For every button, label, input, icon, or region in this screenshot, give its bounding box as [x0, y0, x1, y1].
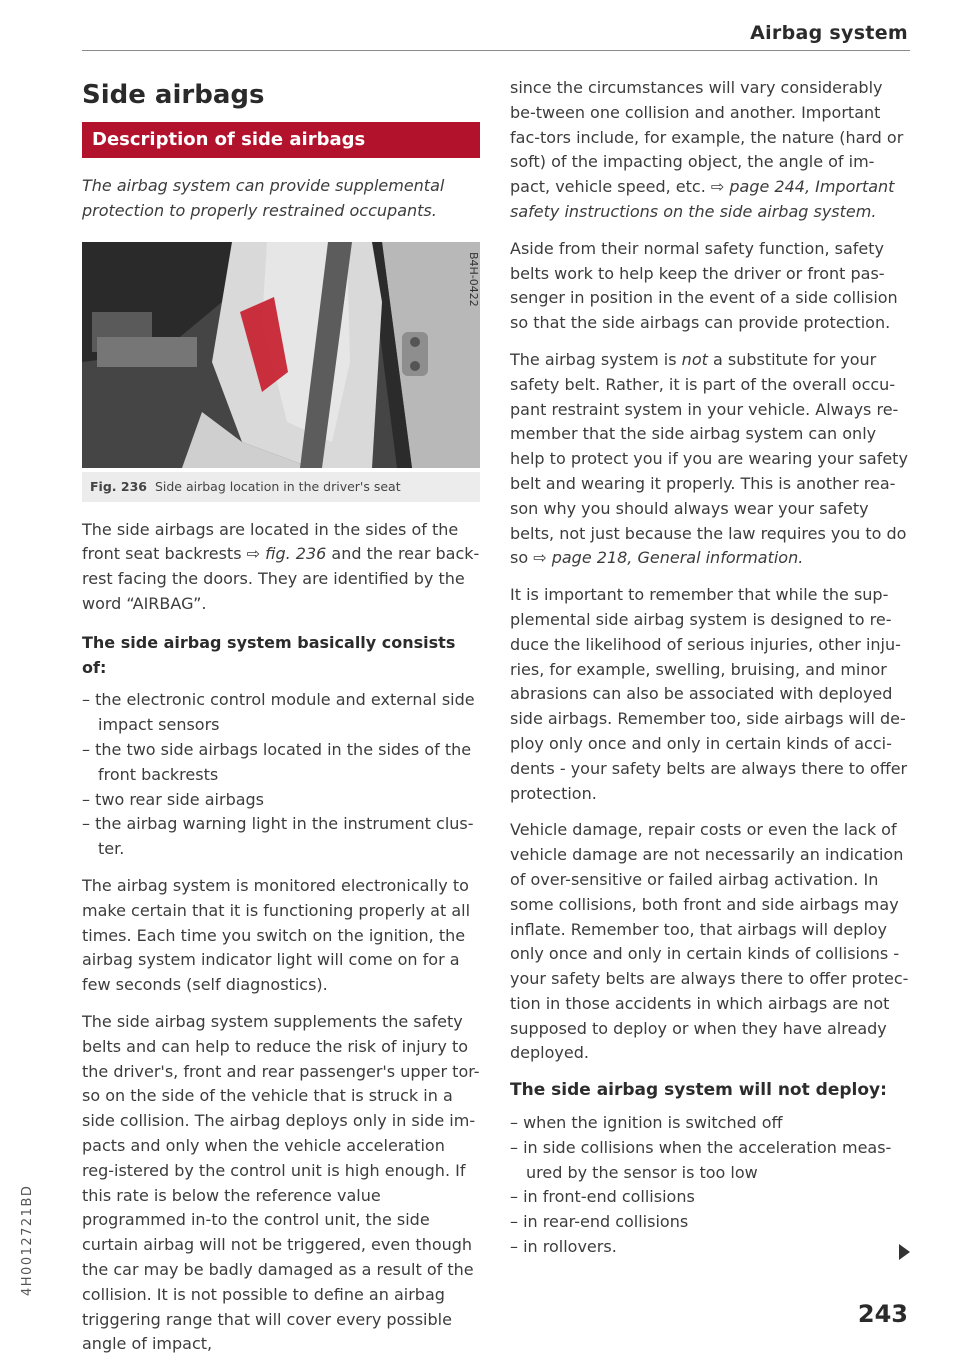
consists-list	[82, 688, 480, 862]
figure-caption-text: Side airbag location in the driver's seat	[154, 478, 401, 494]
consists-heading: The side airbag system basically consists of:	[82, 632, 456, 677]
substitute-text-b: a substitute for your safety belt. Rather, it is part of the overall occu-pant restraint system in your vehicle. Always re-member that the side airbag system can only help to protect you if you are wearing your safety belt and wearing it properly. This is another rea-son why you should always wear your safety belts, not just because the law requires you to do so	[510, 349, 908, 568]
list-item: – two rear side airbags	[82, 788, 480, 813]
subsection-banner: Description of side airbags	[82, 122, 480, 158]
list-item: – when the ignition is switched off	[510, 1111, 910, 1136]
list-item: – in front-end collisions	[510, 1185, 910, 1210]
page-number: 243	[857, 1300, 908, 1328]
circumstances-text: since the circumstances will vary considerably be-tween one collision and another. Important fac-tors include, for example, the nature (hard or soft) of the impacting object, the angle of im-pact, vehicle speed, etc.	[510, 78, 904, 197]
figure-caption	[82, 472, 480, 502]
substitute-text-a: The airbag system is	[510, 349, 682, 369]
not-deploy-heading: The side airbag system will not deploy:	[510, 1080, 887, 1101]
right-column	[510, 76, 910, 1272]
injuries-paragraph: It is important to remember that while the sup-plemental side airbag system is designed to re-duce the likelihood of serious injuries, other inju-ries, for example, swelling, bruising, and minor abrasions can also be associated with deployed side airbags. Remember too, side airbags will de-ploy only once and only in certain kinds of acci-dents - your safety belts are always there to offer protection.	[510, 585, 908, 803]
running-header: Airbag system	[750, 22, 908, 44]
image-code: B4H-0422	[467, 251, 480, 307]
figure-label: Fig. 236	[90, 478, 147, 494]
substitute-emphasis: not	[681, 349, 708, 369]
general-information-link[interactable]: ⇨ page 218, General information.	[533, 548, 804, 568]
substitute-paragraph	[510, 348, 910, 571]
document-code: 4H0012721BD	[20, 1184, 35, 1296]
section-title: Side airbags	[82, 80, 265, 110]
not-deploy-list	[510, 1111, 910, 1260]
seat-illustration	[82, 242, 480, 468]
list-item: – the two side airbags located in the sides of the front backrests	[82, 738, 480, 788]
left-column	[82, 70, 480, 1369]
list-item: – in rear-end collisions	[510, 1210, 910, 1235]
location-paragraph	[82, 518, 480, 617]
header-rule	[82, 50, 910, 51]
list-item: – the airbag warning light in the instrument clus-ter.	[82, 812, 480, 862]
safety-instructions-link[interactable]: ⇨ page 244, Important safety instructions on the side airbag system.	[510, 177, 895, 221]
location-text-b: and the rear back-rest facing the doors. They are identified by the word “AIRBAG”.	[82, 544, 480, 613]
damage-paragraph: Vehicle damage, repair costs or even the lack of vehicle damage are not necessarily an indication of over-sensitive or failed airbag activation. In some collisions, both front and side airbags may inflate. Remember too, that airbags will deploy only once and only in certain kinds of collisions - your safety belts are always there to offer protec-tion in those accidents in which airbags are not supposed to deploy or when they have already deployed.	[510, 820, 909, 1063]
side-airbag-figure	[82, 242, 480, 468]
continue-arrow-icon	[899, 1244, 910, 1260]
circumstances-paragraph	[510, 76, 910, 225]
monitoring-paragraph: The airbag system is monitored electronically to make certain that it is functioning properly at all times. Each time you switch on the ignition, the airbag system indicator light will come on for a few seconds (self diagnostics).	[82, 875, 471, 995]
figure-reference-link[interactable]: ⇨ fig. 236	[246, 544, 327, 564]
list-item: – in rollovers.	[510, 1235, 910, 1260]
location-text-a: The side airbags are located in the sides of the front seat backrests	[82, 519, 459, 564]
belts-paragraph: Aside from their normal safety function, safety belts work to help keep the driver or front pas-senger in position in the event of a side collision so that the side airbags can provide protection.	[510, 238, 898, 333]
list-item: – in side collisions when the acceleration meas-ured by the sensor is too low	[510, 1136, 910, 1186]
list-item: – the electronic control module and external side impact sensors	[82, 688, 480, 738]
supplements-paragraph: The side airbag system supplements the safety belts and can help to reduce the risk of injury to the driver's, front and rear passenger's upper tor-so on the side of the vehicle that is struck in a side collision. The airbag deploys only in side im-pacts and only when the vehicle acceleration reg-istered by the control unit is high enough. If this rate is below the reference value programmed in-to the control unit, the side curtain airbag will not be triggered, even though the car may be badly damaged as a result of the collision. It is not possible to define an airbag triggering range that will cover every possible angle of impact,	[82, 1011, 480, 1354]
intro-text: The airbag system can provide supplemental protection to properly restrained occupants.	[82, 176, 445, 220]
